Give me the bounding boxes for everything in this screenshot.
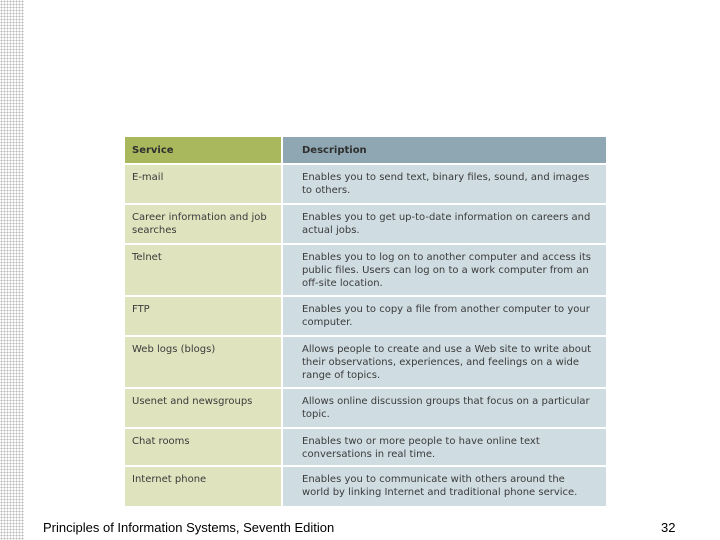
service-cell: FTP xyxy=(125,296,282,336)
table-row xyxy=(125,336,606,388)
service-cell: Career information and job searches xyxy=(125,204,282,244)
service-cell: Chat rooms xyxy=(125,428,282,466)
service-cell: E-mail xyxy=(125,164,282,204)
description-cell: Allows people to create and use a Web site to write about their observations, experiences, and feelings on a wide range of topics. xyxy=(282,336,606,388)
service-cell: Internet phone xyxy=(125,466,282,506)
table-row xyxy=(125,428,606,466)
table-row xyxy=(125,204,606,244)
footer-book-title: Principles of Information Systems, Seventh Edition xyxy=(43,520,335,535)
service-cell: Web logs (blogs) xyxy=(125,336,282,388)
table-row xyxy=(125,164,606,204)
internet-services-table xyxy=(125,137,606,506)
description-cell: Enables you to log on to another computer and access its public files. Users can log on to a work computer from an off-site location. xyxy=(282,244,606,296)
description-cell: Enables you to copy a file from another computer to your computer. xyxy=(282,296,606,336)
table-row xyxy=(125,244,606,296)
page-number: 32 xyxy=(661,520,676,535)
table-row xyxy=(125,388,606,428)
column-header-service: Service xyxy=(125,137,282,164)
dotted-left-border xyxy=(0,0,24,540)
table-row xyxy=(125,296,606,336)
description-cell: Enables you to communicate with others around the world by linking Internet and traditional phone service. xyxy=(282,466,606,506)
description-cell: Enables you to send text, binary files, sound, and images to others. xyxy=(282,164,606,204)
table-row xyxy=(125,466,606,506)
column-header-description: Description xyxy=(282,137,606,164)
service-cell: Telnet xyxy=(125,244,282,296)
service-cell: Usenet and newsgroups xyxy=(125,388,282,428)
table-header-row xyxy=(125,137,606,164)
description-cell: Allows online discussion groups that focus on a particular topic. xyxy=(282,388,606,428)
description-cell: Enables two or more people to have online text conversations in real time. xyxy=(282,428,606,466)
description-cell: Enables you to get up-to-date information on careers and actual jobs. xyxy=(282,204,606,244)
